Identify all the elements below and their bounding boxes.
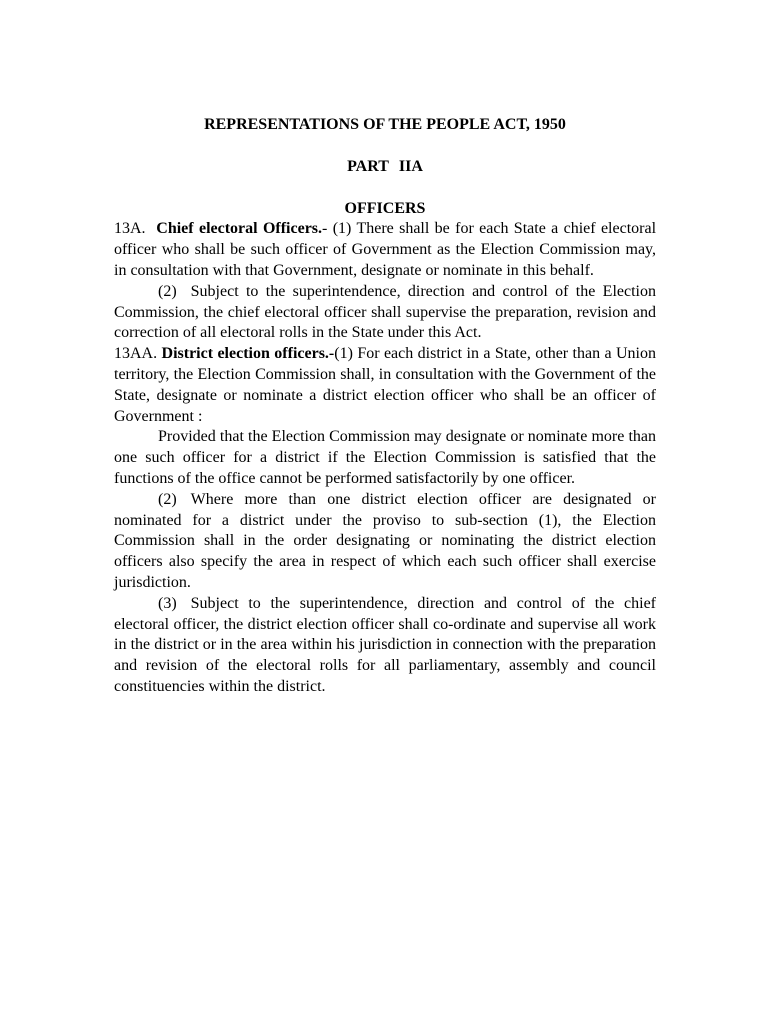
- section-13aa-paragraph: [114, 344, 656, 427]
- section-13a-sub1-text: - (1) There shall be for each State a chief electoral officer who shall be such officer of Government as the Election Commission may, in consultation with that Government, designate or nominate in this behalf.: [114, 220, 657, 279]
- section-13aa-number: 13AA.: [114, 345, 158, 363]
- part-label: PART: [347, 157, 389, 175]
- section-13aa-sub3-paragraph: [114, 594, 656, 698]
- section-13a-paragraph: [114, 219, 656, 281]
- section-13aa-heading: District election officers.-: [161, 345, 335, 363]
- section-13aa-sub2-number: (2): [158, 490, 177, 508]
- section-13a-sub2-number: (2): [158, 282, 177, 300]
- officers-heading: OFFICERS: [344, 199, 426, 217]
- document-title: REPRESENTATIONS OF THE PEOPLE ACT, 1950: [204, 116, 566, 133]
- section-13aa-sub2-paragraph: [114, 490, 656, 594]
- section-13a-heading: Chief electoral Officers.: [156, 220, 323, 238]
- section-13a-number: 13A.: [114, 220, 146, 238]
- section-13a-sub2-text: Subject to the superintendence, direction and control of the Election Commission, the chief electoral officer shall supervise the preparation, revision and correction of all electoral rolls in the State under this Act.: [114, 282, 656, 342]
- part-heading: [114, 157, 656, 178]
- section-13aa-sub1-text: (1) For each district in a State, other than a Union territory, the Election Commission shall, in consultation with the Government of the State, designate or nominate a district election officer who shall be an officer of Government :: [114, 345, 656, 425]
- section-13aa-sub3-number: (3): [158, 594, 177, 612]
- section-13a-sub2-paragraph: [114, 282, 656, 344]
- section-13aa-proviso-paragraph: Provided that the Election Commission may designate or nominate more than one such officer for a district if the Election Commission is satisfied that the functions of the office cannot be performed satisfactorily by one officer.: [114, 428, 656, 487]
- section-13aa-sub2-text: Where more than one district election officer are designated or nominated for a district under the proviso to sub-section (1), the Election Commission shall in the order designating or nominating the district election officers also specify the area in respect of which each such officer shall exercise jurisdiction.: [114, 490, 656, 591]
- document-page: [114, 112, 656, 698]
- part-number: IIA: [398, 157, 423, 175]
- section-13aa-sub3-text: Subject to the superintendence, direction and control of the chief electoral officer, the district election officer shall co-ordinate and supervise all work in the district or in the area within his jurisdiction in connection with the preparation and revision of the electoral rolls for all parliamentary, assembly and council constituencies within the district.: [114, 594, 656, 695]
